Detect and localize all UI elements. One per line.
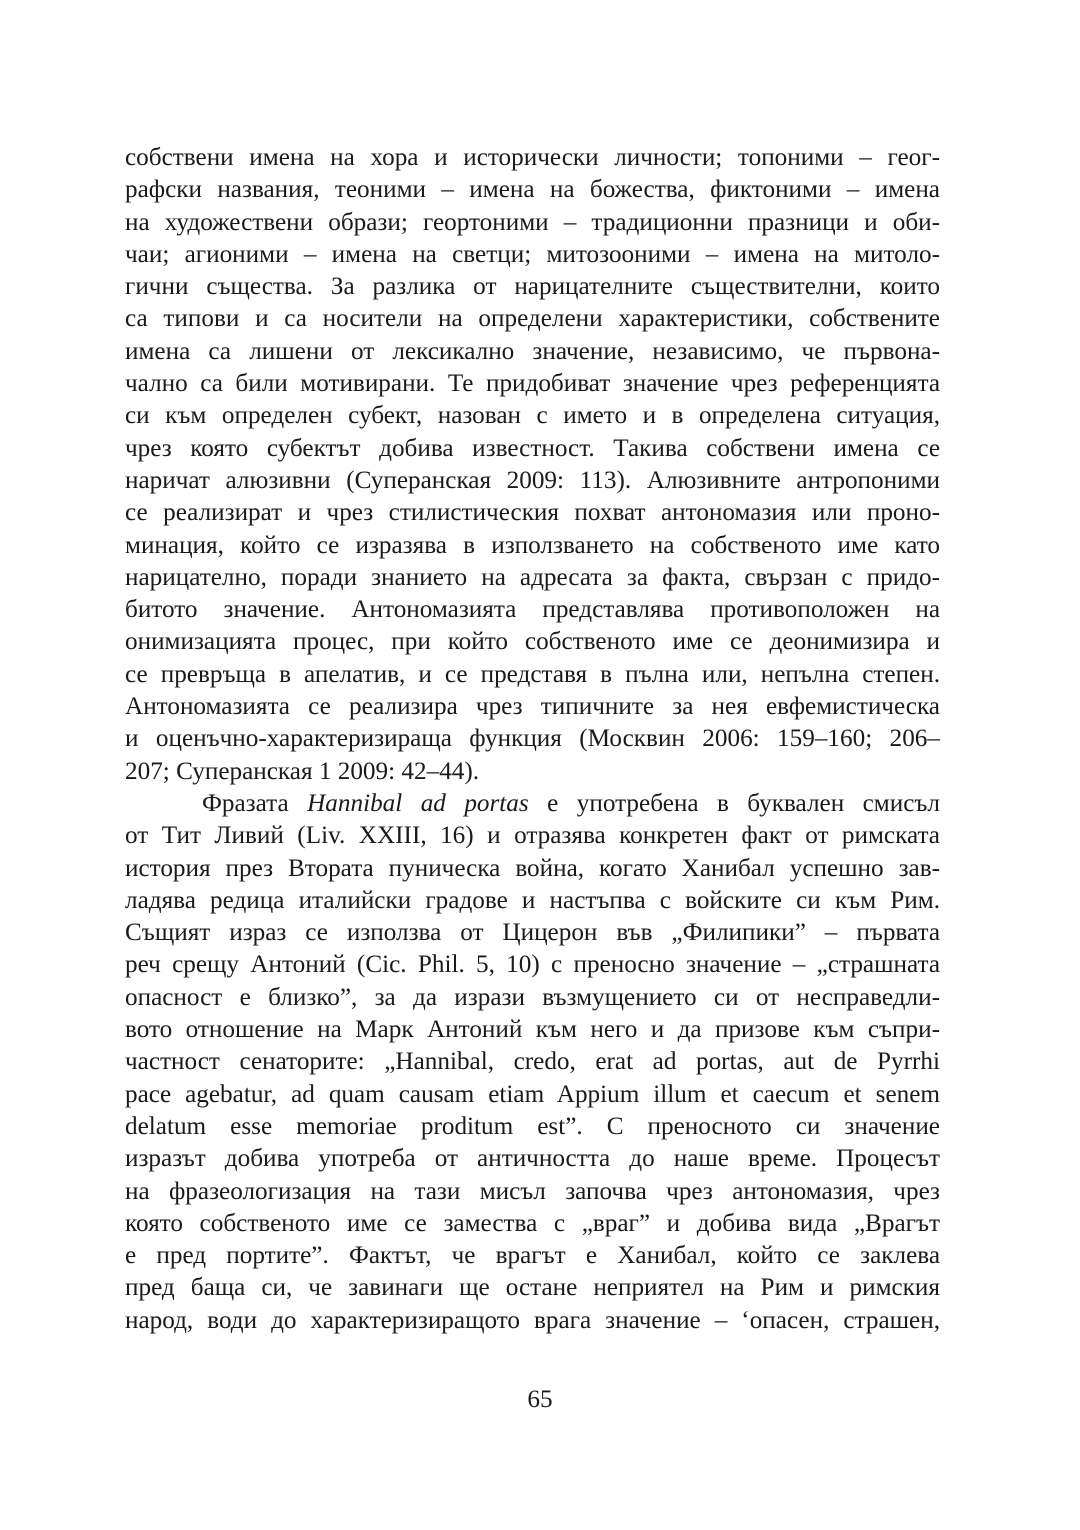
text-line: имена са лишени от лексикално значение, независимо, че първона- — [125, 337, 940, 365]
text-line: народ, води до характеризиращото врага значение – ‘опасен, страшен, — [125, 1306, 940, 1334]
text-line: си към определен субект, назован с името и в определена ситуация, — [125, 402, 940, 430]
text-line: собствени имена на хора и исторически личности; топоними – геог- — [125, 144, 940, 171]
italic-phrase: Hannibal ad portas — [307, 789, 529, 817]
text-line: са типови и са носители на определени характеристики, собствените — [125, 305, 940, 333]
text-line: изразът добива употреба от античността до наше време. Процесът — [125, 1145, 940, 1173]
page-number: 65 — [527, 1386, 553, 1413]
text-line: чално са били мотивирани. Те придобиват значение чрез референцията — [125, 370, 940, 398]
text-line: от Тит Ливий (Liv. XXIII, 16) и отразява конкретен факт от римската — [125, 822, 940, 850]
text-line: ладява редица италийски градове и настъпва с войските си към Рим. — [125, 886, 940, 914]
text-line: чрез която субектът добива известност. Такива собствени имена се — [125, 434, 940, 462]
text-line: чаи; агионими – имена на светци; митозооними – имена на митоло- — [125, 240, 940, 268]
text-line: опасност е близко”, за да изрази възмущението си от несправедли- — [125, 983, 940, 1011]
text-line: нарицателно, поради знанието на адресата за факта, свързан с придо- — [125, 563, 940, 591]
text-line: онимизацията процес, при който собственото име се деонимизира и — [125, 628, 940, 656]
text-line: битото значение. Антономазията представлява противоположен на — [125, 596, 940, 624]
paragraph-first-line — [125, 788, 940, 820]
text-line: се реализират и чрез стилистическия похват антономазия или проно- — [125, 499, 940, 527]
text-line: вото отношение на Марк Антоний към него и да призове към съпри- — [125, 1016, 940, 1044]
body-text — [125, 142, 940, 1337]
text-line: е пред портите”. Фактът, че врагът е Ханибал, който се заклева — [125, 1242, 940, 1270]
text-line: която собственото име се замества с „враг” и добива вида „Врагът — [125, 1209, 940, 1237]
text-line: се превръща в апелатив, и се представя в пълна или, непълна степен. — [125, 660, 940, 688]
text-line: delatum esse memoriae proditum est”. С преносното си значение — [125, 1112, 940, 1140]
text-line: Антономазията се реализира чрез типичните за нея евфемистическа — [125, 693, 940, 721]
text-line: гични същества. За разлика от нарицателните съществителни, които — [125, 273, 940, 301]
text-line: наричат алюзивни (Суперанская 2009: 113). Алюзивните антропоними — [125, 466, 940, 494]
text-run: е употребена в буквален смисъл — [528, 789, 940, 817]
text-line: pace agebatur, ad quam causam etiam Appium illum et caecum et senem — [125, 1080, 940, 1108]
text-line: Същият израз се използва от Цицерон във „Филипики” – първата — [125, 919, 940, 947]
text-line: рафски названия, теоними – имена на божества, фиктоними – имена — [125, 176, 940, 204]
text-line: реч срещу Антоний (Cic. Phil. 5, 10) с преносно значение – „страшната — [125, 951, 940, 979]
text-line: частност сенаторите: „Hannibal, credo, erat ad portas, aut de Pyrrhi — [125, 1048, 940, 1076]
text-line: минация, който се изразява в използването на собственото име като — [125, 531, 940, 559]
text-run: Фразата — [202, 789, 308, 817]
text-line: на фразеологизация на тази мисъл започва чрез антономазия, чрез — [125, 1177, 940, 1205]
text-line: на художествени образи; геортоними – традиционни празници и оби- — [125, 208, 940, 236]
text-line: 207; Суперанская 1 2009: 42–44). — [125, 757, 480, 785]
text-line: и оценъчно-характеризираща функция (Москвин 2006: 159–160; 206– — [125, 725, 940, 753]
text-line: история през Втората пуническа война, когато Ханибал успешно зав- — [125, 854, 940, 882]
text-line: пред баща си, че завинаги ще остане неприятел на Рим и римския — [125, 1274, 940, 1302]
